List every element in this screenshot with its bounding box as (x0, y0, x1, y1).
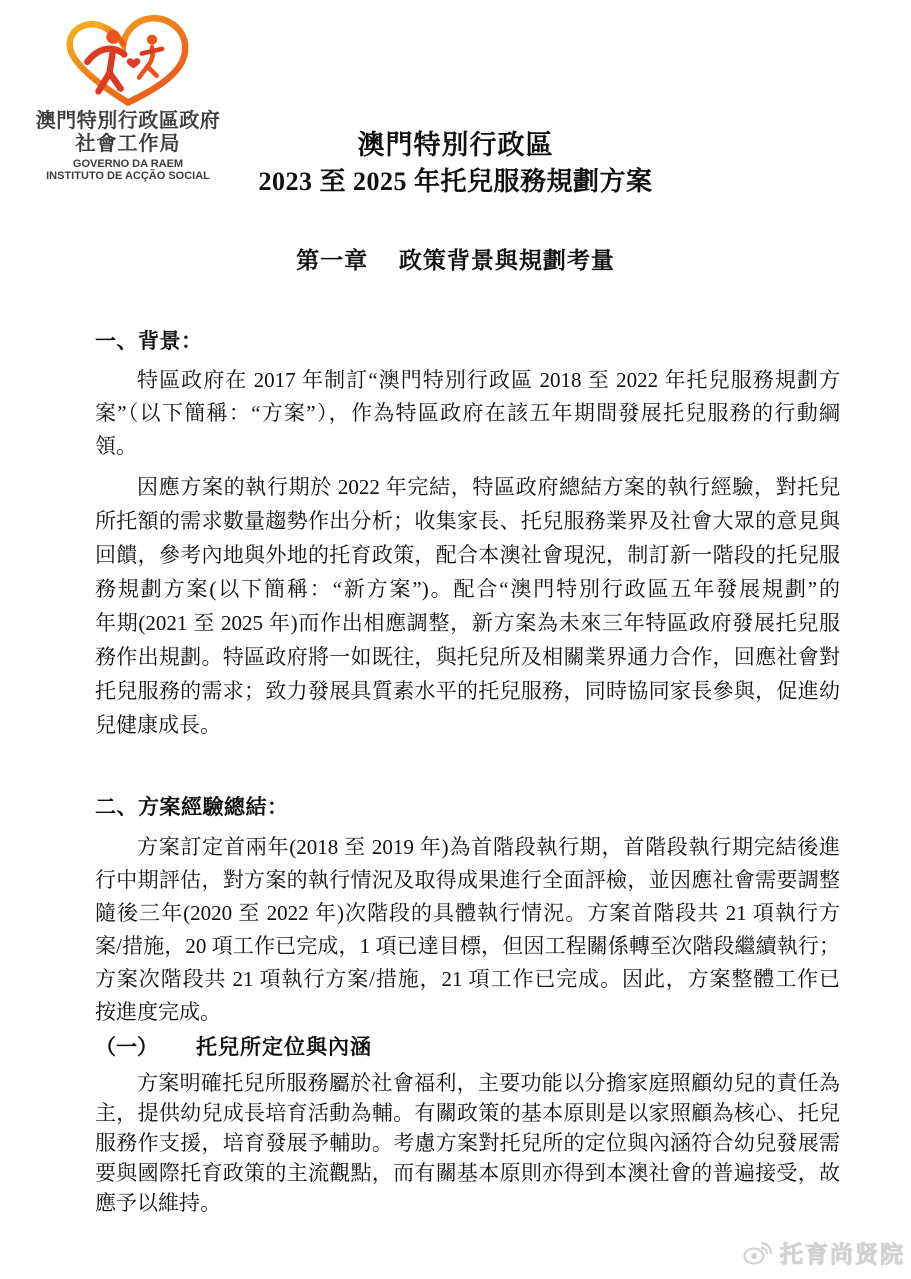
text-line: 服務作支援，培育發展予輔助。考慮方案對托兒所的定位與內涵符合幼兒發展需 (95, 1131, 840, 1155)
text-line: 隨後三年(2020 至 2022 年)次階段的具體執行情況。方案首階段共 21 項執行方 (95, 901, 840, 925)
paragraph-plan-experience (95, 831, 840, 1029)
logo-bureau-name-pt: INSTITUTO DE ACÇÃO SOCIAL (46, 170, 210, 182)
text-line: 方案明確托兒所服務屬於社會福利，主要功能以分擔家庭照顧幼兒的責任為 (137, 1071, 840, 1095)
text-line: 務規劃方案(以下簡稱：“新方案”)。配合“澳門特別行政區五年發展規劃”的 (95, 577, 840, 601)
text-line: 特區政府在 2017 年制訂“澳門特別行政區 2018 至 2022 年托兒服務規劃方 (137, 368, 840, 392)
text-line: 所托額的需求數量趨勢作出分析；收集家長、托兒服務業界及社會大眾的意見與 (95, 509, 840, 533)
text-line: 案/措施，20 項工作已完成，1 項已達目標，但因工程關係轉至次階段繼續執行； (95, 934, 840, 958)
watermark (742, 1236, 905, 1269)
weibo-icon (742, 1240, 774, 1266)
ias-heart-logo-icon (53, 12, 203, 108)
text-line: 行中期評估，對方案的執行情況及取得成果進行全面評檢，並因應社會需要調整 (95, 868, 840, 892)
paragraph-background-2 (95, 470, 840, 742)
subsection-number: （一） (95, 1035, 158, 1059)
paragraph-background-1 (95, 364, 840, 463)
text-line: 托兒服務的需求；致力發展具質素水平的托兒服務，同時協同家長參與，促進幼 (95, 679, 840, 703)
document-title-line2: 2023 至 2025 年托兒服務規劃方案 (258, 167, 653, 196)
text-line: 領。 (95, 434, 137, 458)
text-line: 案”（以下簡稱：“方案”），作為特區政府在該五年期間發展托兒服務的行動綱 (95, 401, 840, 425)
text-line: 務作出規劃。特區政府將一如既往，與托兒所及相關業界通力合作，回應社會對 (95, 645, 840, 669)
text-line: 應予以維持。 (95, 1191, 221, 1215)
document-title-line1: 澳門特別行政區 (357, 130, 554, 160)
paragraph-nursery-positioning (95, 1068, 840, 1218)
text-line: 主，提供幼兒成長培育活動為輔。有關政策的基本原則是以家照顧為核心、托兒 (95, 1101, 840, 1125)
subsection-heading-nursery-positioning (95, 1032, 372, 1062)
text-line: 因應方案的執行期於 2022 年完結，特區政府總結方案的執行經驗，對托兒 (137, 475, 840, 499)
logo-bureau-name-zh: 社會工作局 (75, 133, 181, 155)
logo-government-name-pt: GOVERNO DA RAEM (72, 158, 184, 170)
subsection-title: 托兒所定位與內涵 (196, 1035, 372, 1059)
watermark-text: 托育尚贤院 (780, 1242, 905, 1267)
text-line: 按進度完成。 (95, 1000, 221, 1024)
text-line: 回饋，參考內地與外地的托育政策，配合本澳社會現況，制訂新一階段的托兒服 (95, 543, 840, 567)
text-line: 要與國際托育政策的主流觀點，而有關基本原則亦得到本澳社會的普遍接受，故 (95, 1161, 840, 1185)
logo-government-name-zh: 澳門特別行政區政府 (35, 110, 221, 132)
section-heading-background: 一、背景： (95, 329, 203, 353)
text-line: 方案次階段共 21 項執行方案/措施，21 項工作已完成。因此，方案整體工作已 (95, 967, 840, 991)
chapter-heading: 第一章 政策背景與規劃考量 (296, 248, 615, 273)
section-heading-plan-experience-summary: 二、方案經驗總結： (95, 795, 289, 819)
text-line: 年期(2021 至 2025 年)而作出相應調整，新方案為未來三年特區政府發展托兒服 (95, 611, 840, 635)
text-line: 方案訂定首兩年(2018 至 2019 年)為首階段執行期，首階段執行期完結後進 (137, 835, 840, 859)
text-line: 兒健康成長。 (95, 713, 221, 737)
